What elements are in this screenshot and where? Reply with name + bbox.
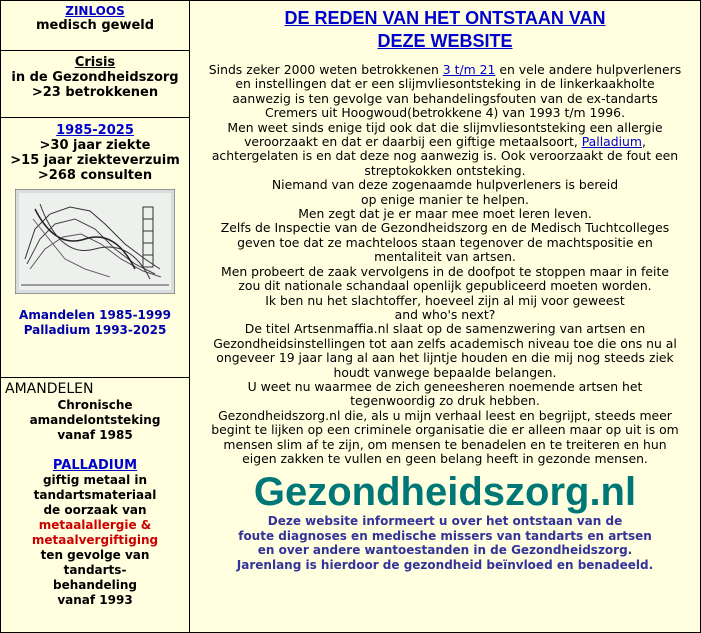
betrokkenen-link[interactable]: 3 t/m 21	[442, 62, 496, 77]
zinloos-link[interactable]: ZINLOOS	[65, 4, 125, 18]
text-span: ,	[641, 134, 646, 150]
amandelen-l2: amandelontsteking	[29, 413, 161, 427]
text-line: mensen slim af te zijn, om mensen te benadelen en te treiteren en hun	[223, 436, 667, 452]
palladium-p1: giftig metaal in	[42, 473, 148, 487]
brand-logo-text: Gezondheidszorg.nl	[253, 470, 637, 515]
text-line: aanwezig is ten gevolge van behandelingsfouten van de ex-tandarts	[232, 90, 658, 106]
footer-line: Jarenlang is hierdoor de gezondheid beïnvloed en benadeeld.	[236, 557, 654, 572]
crisis-link[interactable]: Crisis	[74, 55, 116, 70]
palladium-r2: metaalvergiftiging	[31, 533, 159, 547]
footer-line: Deze website informeert u over het ontstaan van de	[267, 514, 623, 529]
text-line: Niemand van deze zogenaamde hulpverleners is bereid	[271, 177, 619, 193]
palladium-p2: tandartsmateriaal	[33, 488, 157, 502]
text-line: Men weet sinds enige tijd ook dat die slijmvliesontsteking een allergie	[227, 119, 663, 135]
palladium-p5: tandarts-	[63, 563, 127, 577]
page-title-line1: DE REDEN VAN HET ONTSTAAN VAN	[284, 8, 606, 28]
xray-scan-image	[15, 189, 175, 294]
page-title	[190, 7, 700, 53]
sidebar-box-zinloos	[1, 1, 189, 51]
palladium-p7: vanaf 1993	[57, 593, 133, 607]
text-line: ongeveer 19 jaar lang al aan het lijntje houden en die mij nog steeds ziek	[216, 350, 674, 366]
text-line: tegenwoordig zo druk hebben.	[350, 393, 540, 409]
crisis-line2: >23 betrokkenen	[31, 85, 159, 100]
text-line: zou dit nationale schandaal openlijk gepubliceerd moeten worden.	[238, 278, 652, 294]
text-line: en instellingen dat er een slijmvliesontsteking in de linkerkaakholte	[235, 76, 655, 92]
text-line	[196, 63, 694, 77]
text-line: op enige manier te helpen.	[361, 191, 529, 207]
page-title-line2: DEZE WEBSITE	[377, 31, 513, 51]
timeline-line2: >15 jaar ziekteverzuim	[10, 153, 180, 168]
text-span: en vele andere hulpverleners	[495, 62, 682, 77]
timeline-line1: >30 jaar ziekte	[39, 138, 151, 153]
zinloos-text: medisch geweld	[35, 18, 155, 33]
text-line: achtergelaten is en dat deze nog aanwezig is. Ook veroorzaakt de fout een	[211, 148, 679, 164]
text-line: geven toe dat ze machteloos staan tegenover de machtspositie en	[237, 234, 653, 250]
text-line: De titel Artsenmaffia.nl slaat op de samenzwering van artsen en	[244, 321, 646, 337]
text-line: Cremers uit Hoogwoud(betrokkene 4) van 1993 t/m 1996.	[264, 105, 626, 121]
text-line: Gezondheidsinstellingen tot aan zelfs academisch niveau toe die ons nu al	[213, 335, 677, 351]
text-line: houdt vanwege bepaalde belangen.	[333, 364, 557, 380]
text-line: and who's next?	[394, 306, 496, 322]
sidebar-box-crisis	[1, 51, 189, 118]
sidebar-box-timeline	[1, 118, 189, 378]
sidebar	[0, 0, 190, 633]
text-span: Sinds zeker 2000 weten betrokkenen	[208, 62, 443, 77]
timeline-caption2: Palladium 1993-2025	[23, 323, 167, 337]
palladium-p4: ten gevolge van	[40, 548, 150, 562]
text-line: streptokokken ontsteking.	[364, 162, 526, 178]
footer-line: foute diagnoses en medische missers van tandarts en artsen	[238, 528, 652, 543]
palladium-link[interactable]: PALLADIUM	[52, 458, 138, 473]
sidebar-box-details	[1, 378, 189, 632]
timeline-caption1: Amandelen 1985-1999	[19, 308, 171, 322]
palladium-inline-link[interactable]: Palladium	[581, 134, 642, 150]
text-line: Men probeert de zaak vervolgens in de doofpot te stoppen maar in feite	[221, 263, 669, 279]
timeline-line3: >268 consulten	[37, 168, 153, 183]
palladium-r1: metaalallergie &	[38, 518, 152, 532]
footer-line: en over andere wantoestanden in de Gezondheidszorg.	[257, 543, 633, 558]
text-line: begint te lijken op een criminele organisatie die er alleen maar op uit is om	[211, 422, 679, 438]
text-line: Ik ben nu het slachtoffer, hoeveel zijn al mij voor geweest	[265, 292, 625, 308]
palladium-p3: de oorzaak van	[43, 503, 147, 517]
text-line: eigen zakken te vullen en geen belang heeft in gezonde mensen.	[242, 450, 648, 466]
text-line	[196, 135, 694, 149]
text-line: Zelfs de Inspectie van de Gezondheidszorg en de Medisch Tuchtcolleges	[220, 220, 670, 236]
footer-info	[190, 514, 700, 572]
text-line: Gezondheidszorg.nl die, als u mijn verhaal leest en begrijpt, steeds meer	[218, 407, 672, 423]
amandelen-heading: AMANDELEN	[5, 381, 94, 397]
text-span: veroorzaakt en dat er daarbij een giftige metaalsoort,	[244, 134, 582, 150]
amandelen-l1: Chronische	[57, 398, 133, 412]
text-line: mentaliteit van artsen.	[374, 249, 516, 265]
article-body	[190, 63, 700, 466]
text-line: U weet nu waarmee de zich geneesheren noemende artsen het	[247, 378, 643, 394]
timeline-link[interactable]: 1985-2025	[56, 123, 134, 138]
amandelen-l3: vanaf 1985	[57, 428, 133, 442]
palladium-p6: behandeling	[53, 578, 137, 592]
crisis-line1: in de Gezondheidszorg	[11, 70, 179, 85]
text-line: Men zegt dat je er maar mee moet leren leven.	[298, 206, 592, 222]
main-content	[190, 0, 701, 633]
